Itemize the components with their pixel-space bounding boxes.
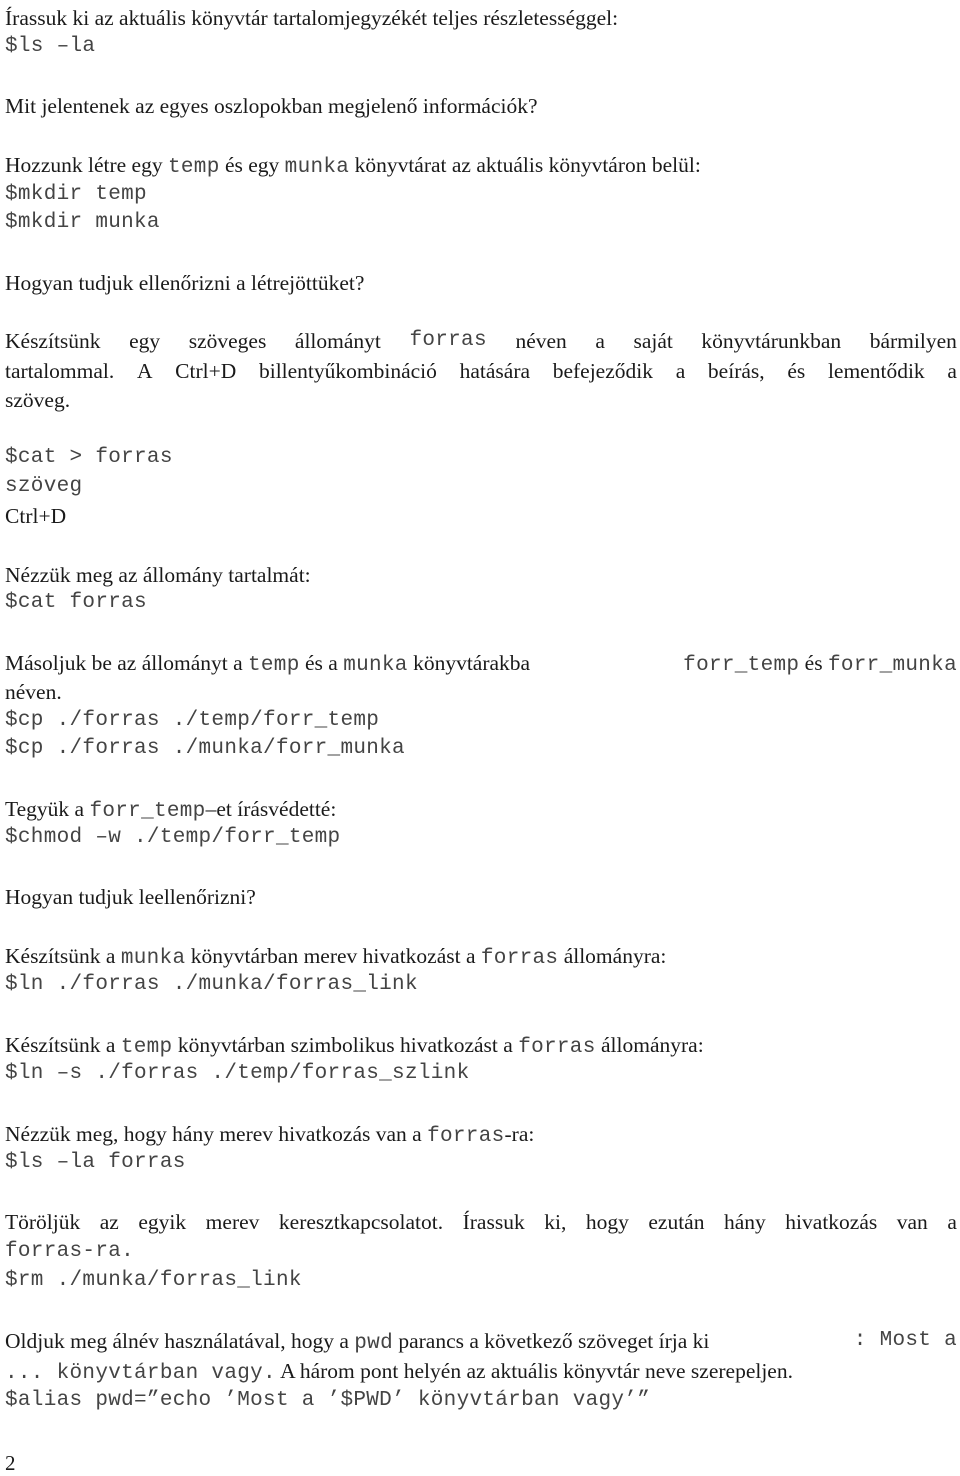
instruction-delete-link-line2: forras-ra.: [5, 1240, 135, 1263]
instruction-view-content: Nézzük meg az állomány tartalmát:: [5, 563, 311, 587]
command-ln-s: $ln –s ./forras ./temp/forras_szlink: [5, 1062, 470, 1085]
instruction-symlink: Készítsünk a temp könyvtárban szimbolikus hivatkozást a forras állományra:: [5, 1033, 704, 1059]
instruction-list-directory: Írassuk ki az aktuális könyvtár tartalomjegyzékét teljes részletességgel:: [5, 6, 619, 30]
instruction-delete-link-line1: Töröljük az egyik merev keresztkapcsolatot. Írassuk ki, hogy ezután hány hivatkozás van a: [5, 1210, 957, 1234]
instruction-readonly: Tegyük a forr_temp–et írásvédetté:: [5, 797, 337, 823]
command-cat-redirect: $cat > forras: [5, 446, 173, 469]
instruction-create-file-line2: tartalommal. A Ctrl+D billentyűkombináció hatására befejeződik a beírás, és lementődik a: [5, 359, 957, 383]
instruction-create-file-line1: Készítsünk egy szöveges állományt forras néven a saját könyvtárunkban bármilyen: [5, 329, 957, 353]
question-verify-readonly: Hogyan tudjuk leellenőrizni?: [5, 885, 256, 909]
instruction-copy-line1: Másoljuk be az állományt a temp és a munka könyvtárakba forr_temp és forr_munka: [5, 651, 957, 677]
instruction-create-file-line3: szöveg.: [5, 388, 71, 412]
instruction-alias-line2: ... könyvtárban vagy. A három pont helyén az aktuális könyvtár neve szerepeljen.: [5, 1359, 793, 1385]
command-cp-temp: $cp ./forras ./temp/forr_temp: [5, 709, 380, 732]
instruction-alias-line1: Oldjuk meg álnév használatával, hogy a pwd parancs a következő szöveget írja ki : Most a: [5, 1329, 957, 1355]
question-columns: Mit jelentenek az egyes oszlopokban megjelenő információk?: [5, 94, 538, 118]
command-ls-la-forras: $ls –la forras: [5, 1151, 186, 1174]
instruction-hard-link: Készítsünk a munka könyvtárban merev hivatkozást a forras állományra:: [5, 944, 667, 970]
command-cp-munka: $cp ./forras ./munka/forr_munka: [5, 737, 405, 760]
page-number: 2: [5, 1451, 16, 1475]
instruction-copy-line2: néven.: [5, 680, 62, 704]
command-rm: $rm ./munka/forras_link: [5, 1269, 302, 1292]
command-ls-la: $ls –la: [5, 35, 96, 58]
command-alias: $alias pwd=”echo ’Most a ’$PWD’ könyvtárban vagy’”: [5, 1389, 651, 1412]
command-mkdir-temp: $mkdir temp: [5, 183, 147, 206]
instruction-count-links: Nézzük meg, hogy hány merev hivatkozás van a forras-ra:: [5, 1122, 535, 1148]
instruction-mkdir: Hozzunk létre egy temp és egy munka könyvtárat az aktuális könyvtáron belül:: [5, 153, 701, 179]
command-ln: $ln ./forras ./munka/forras_link: [5, 973, 418, 996]
question-verify-created: Hogyan tudjuk ellenőrizni a létrejöttüket?: [5, 271, 365, 295]
command-mkdir-munka: $mkdir munka: [5, 211, 160, 234]
key-ctrl-d: Ctrl+D: [5, 504, 67, 528]
command-cat-forras: $cat forras: [5, 591, 147, 614]
typed-text: szöveg: [5, 475, 83, 498]
command-chmod: $chmod –w ./temp/forr_temp: [5, 826, 341, 849]
